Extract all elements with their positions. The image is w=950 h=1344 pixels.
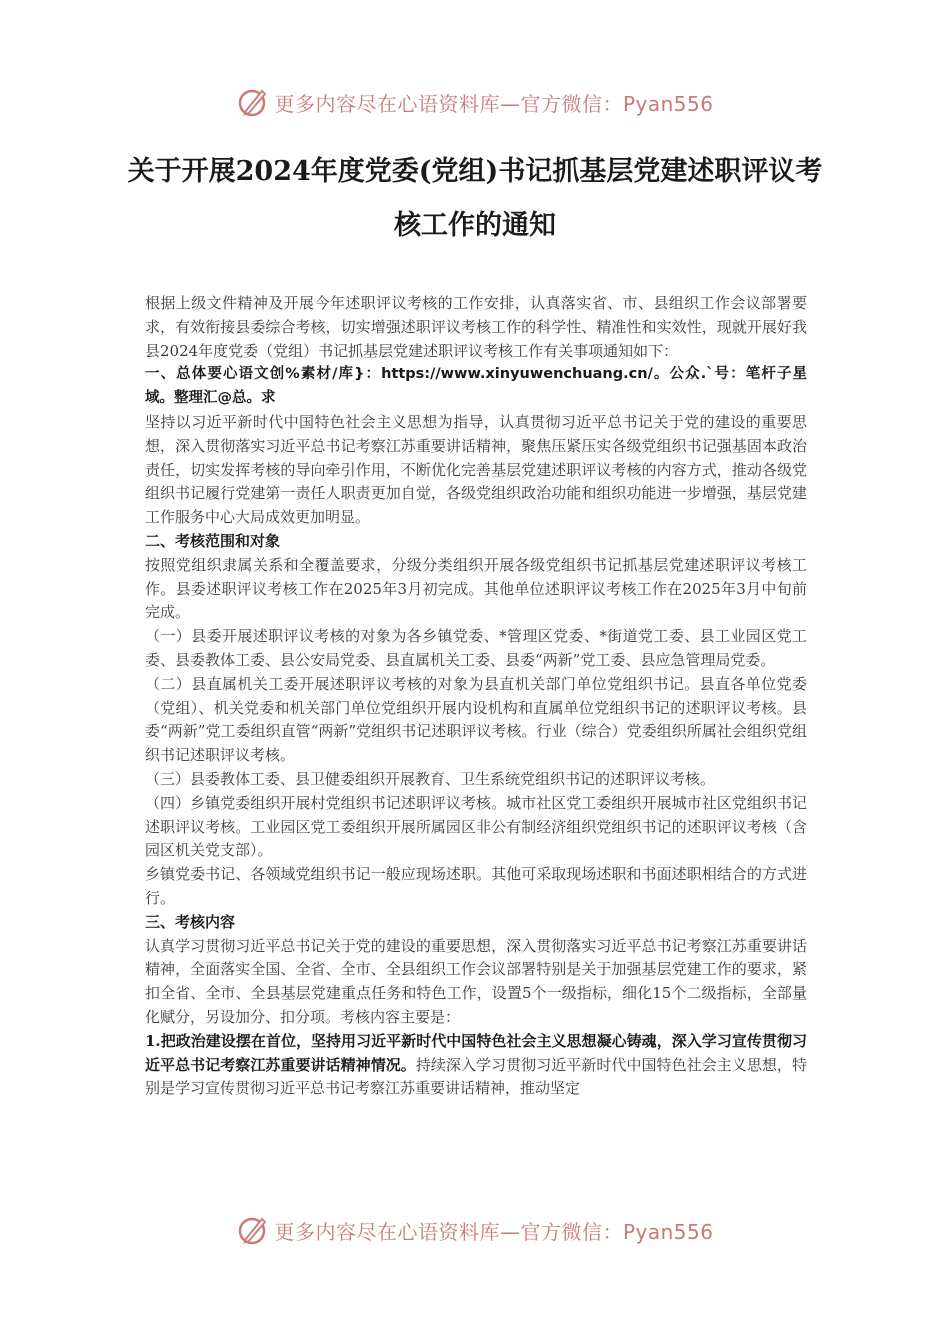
section-2-paragraph-2: 乡镇党委书记、各领域党组织书记一般应现场述职。其他可采取现场述职和书面述职相结合的方式进行。 [145, 865, 807, 907]
document-body [145, 292, 807, 1101]
section-3-paragraph: 认真学习贯彻习近平总书记关于党的建设的重要思想，深入贯彻落实习近平总书记考察江苏重要讲话精神，全面落实全国、全省、全市、全县组织工作会议部署特别是关于加强基层党建工作的要求，紧扣全省、全市、全县基层党建重点任务和特色工作，设置5个一级指标，细化15个二级指标，全部量化赋分，另设加分、扣分项。考核内容主要是： [145, 936, 807, 1026]
section-3-item-1-lead: 1.把政治建设摆在首位，坚持用习近平新时代中国特色社会主义思想凝心铸魂，深入学习宣传贯彻习近平总书记考察江苏重要讲话精神情况。 [145, 1031, 807, 1074]
section-3-item-1-text: 持续深入学习贯彻习近平新时代中国特色社会主义思想，特别是学习宣传贯彻习近平总书记考察江苏重要讲话精神，推动坚定 [145, 1055, 807, 1098]
quill-pen-circle-icon [236, 1213, 270, 1247]
section-2-item-3: （三）县委教体工委、县卫健委组织开展教育、卫生系统党组织书记的述职评议考核。 [145, 769, 716, 788]
section-3-item-1 [145, 1030, 807, 1101]
section-1-heading: 一、总体要心语文创%素材/库}：https://www.xinyuwenchuang.cn/。公众.`号：笔杆子星域。整理汇@总。求 [145, 366, 807, 407]
intro-paragraph: 根据上级文件精神及开展今年述职评议考核的工作安排，认真落实省、市、县组织工作会议部署要求，有效衔接县委综合考核，切实增强述职评议考核工作的科学性、精准性和实效性，现就开展好我县2024年度党委（党组）书记抓基层党建述职评议考核工作有关事项通知如下： [145, 294, 807, 360]
section-2-item-1: （一）县委开展述职评议考核的对象为各乡镇党委、*管理区党委、*街道党工委、县工业园区党工委、县委教体工委、县公安局党委、县直属机关工委、县委“两新”党工委、县应急管理局党委。 [145, 627, 807, 669]
watermark-banner-top [0, 80, 950, 124]
section-2-paragraph-1: 按照党组织隶属关系和全覆盖要求，分级分类组织开展各级党组织书记抓基层党建述职评议考核工作。县委述职评议考核工作在2025年3月初完成。其他单位述职评议考核工作在2025年3月中旬前完成。 [145, 555, 807, 622]
watermark-banner-bottom [0, 1208, 950, 1252]
section-1-paragraph: 坚持以习近平新时代中国特色社会主义思想为指导，认真贯彻习近平总书记关于党的建设的重要思想，深入贯彻落实习近平总书记考察江苏重要讲话精神，聚焦压紧压实各级党组织书记强基固本政治责任，切实发挥考核的导向牵引作用，不断优化完善基层党建述职评议考核的内容方式，推动各级党组织书记履行党建第一责任人职责更加自觉，各级党组织政治功能和组织功能进一步增强，基层党建工作服务中心大局成效更加明显。 [145, 412, 807, 527]
section-2-item-2: （二）县直属机关工委开展述职评议考核的对象为县直机关部门单位党组织书记。县直各单位党委（党组）、机关党委和机关部门单位党组织开展内设机构和直属单位党组织书记的述职评议考核。县委“两新”党工委组织直管“两新”党组织书记述职评议考核。行业（综合）党委组织所属社会组织党组织书记述职评议考核。 [145, 674, 807, 765]
watermark-text: 更多内容尽在心语资料库—官方微信：Pyan556 [274, 91, 714, 116]
section-2-heading: 二、考核范围和对象 [145, 531, 281, 550]
watermark-text: 更多内容尽在心语资料库—官方微信：Pyan556 [274, 1219, 714, 1244]
section-3-heading: 三、考核内容 [145, 912, 236, 931]
section-2-item-4: （四）乡镇党委组织开展村党组织书记述职评议考核。城市社区党工委组织开展城市社区党组织书记述职评议考核。工业园区党工委组织开展所属园区非公有制经济组织党组织书记的述职评议考核（含园区机关党支部）。 [145, 793, 807, 860]
document-title: 关于开展2024年度党委(党组)书记抓基层党建述职评议考核工作的通知 [127, 156, 823, 241]
quill-pen-circle-icon [236, 85, 270, 119]
